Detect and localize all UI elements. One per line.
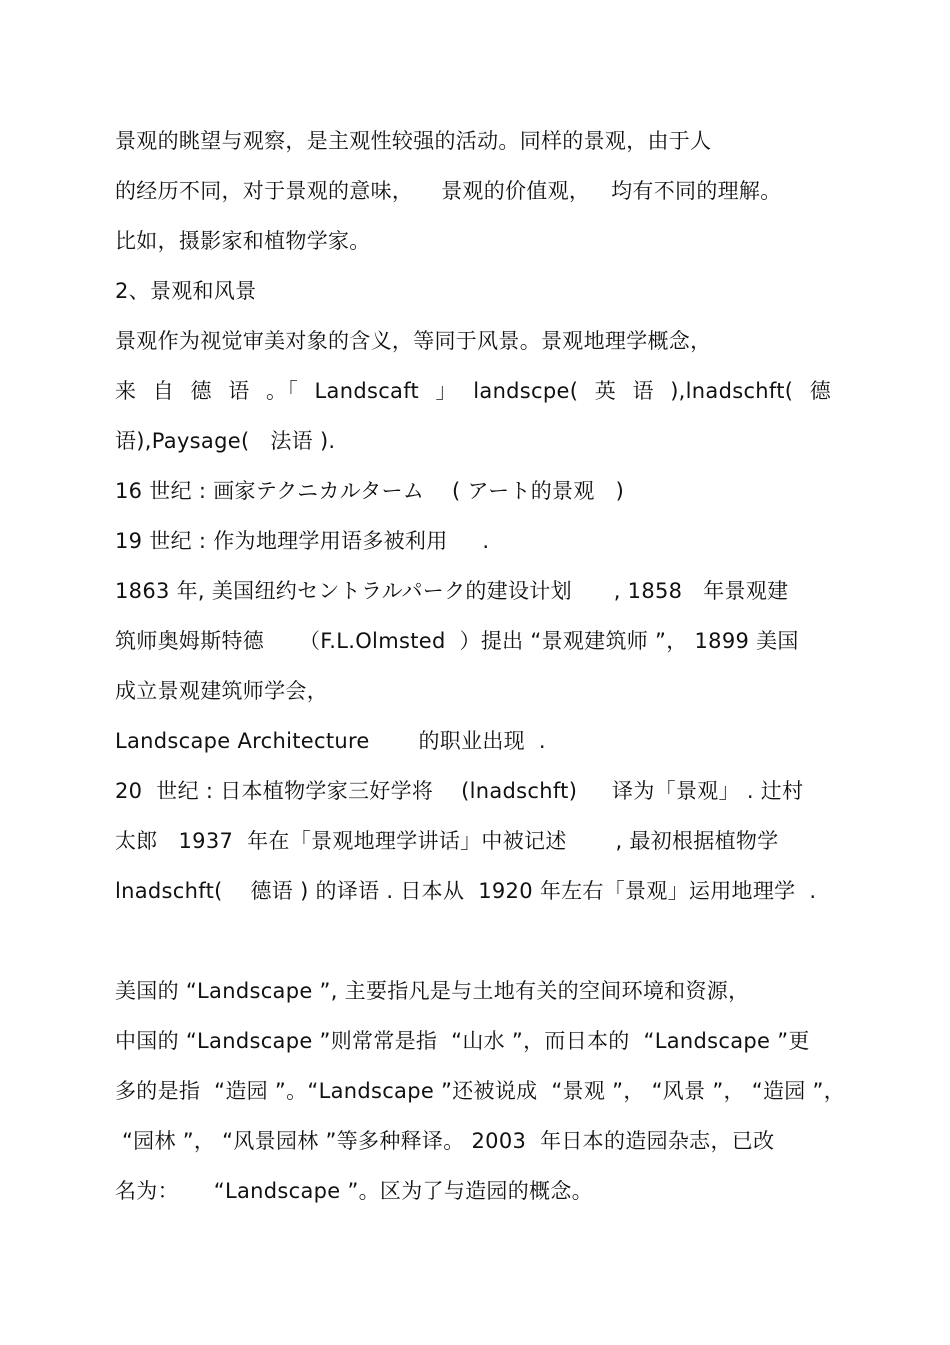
line-1: 景观的眺望与观察，是主观性较强的活动。同样的景观，由于人 — [115, 129, 712, 153]
word: 英 — [594, 379, 616, 403]
line-15: 太郎 1937 年在「景观地理学讲话」中被记述 , 最初根据植物学 — [115, 829, 779, 853]
line-19: 多的是指 “造园 ”。“Landscape ”还被说成 “景观 ”， “风景 ”， “造园 ”， — [115, 1079, 846, 1103]
word: Landscaft — [314, 379, 420, 403]
line-2: 的经历不同，对于景观的意味， 景观的价值观， 均有不同的理解。 — [115, 179, 782, 203]
line-9: 19 世纪 : 作为地理学用语多被利用 . — [115, 529, 490, 553]
line-12: 成立景观建筑师学会， — [115, 679, 328, 703]
line-10: 1863 年, 美国纽约セントラルパーク的建设计划 , 1858 年景观建 — [115, 579, 789, 603]
line-7: 语),Paysage( 法语 ). — [115, 429, 336, 453]
word: landscpe( — [473, 379, 579, 403]
line-14: 20 世纪 : 日本植物学家三好学将 (lnadschft) 译为「景观」 . 辻村 — [115, 779, 804, 803]
word: 德 — [809, 379, 831, 403]
section-heading: 2、景观和风景 — [115, 279, 257, 303]
line-3: 比如，摄影家和植物学家。 — [115, 229, 371, 253]
word: 」 — [435, 379, 457, 403]
line-5: 景观作为视觉审美对象的含义，等同于风景。景观地理学概念， — [115, 329, 712, 353]
word: 语 — [228, 379, 250, 403]
word: 德 — [190, 379, 212, 403]
line-18: 中国的 “Landscape ”则常常是指 “山水 ”，而日本的 “Landscape ”更 — [115, 1029, 810, 1053]
line-20: “园林 ”， “风景园林 ”等多种释译。 2003 年日本的造园杂志，已改 — [115, 1129, 775, 1153]
line-6-justified — [115, 378, 831, 404]
line-17: 美国的 “Landscape ”, 主要指凡是与土地有关的空间环境和资源， — [115, 979, 750, 1003]
word: 来 — [115, 379, 137, 403]
line-21: 名为： “Landscape ”。区为了与造园的概念。 — [115, 1179, 593, 1203]
word: 语 — [632, 379, 654, 403]
line-11: 筑师奥姆斯特德 （F.L.Olmsted ）提出 “景观建筑师 ”， 1899 美国 — [115, 629, 799, 653]
line-16: lnadschft( 德语 ) 的译语 . 日本从 1920 年左右「景观」运用地理学 . — [115, 879, 817, 903]
word: 。「 — [266, 379, 299, 403]
line-8: 16 世纪 : 画家テクニカルターム ( アート的景观 ) — [115, 479, 625, 503]
word: ),lnadschft( — [670, 379, 794, 403]
word: 自 — [152, 379, 175, 403]
line-13: Landscape Architecture 的职业出现 . — [115, 729, 546, 753]
